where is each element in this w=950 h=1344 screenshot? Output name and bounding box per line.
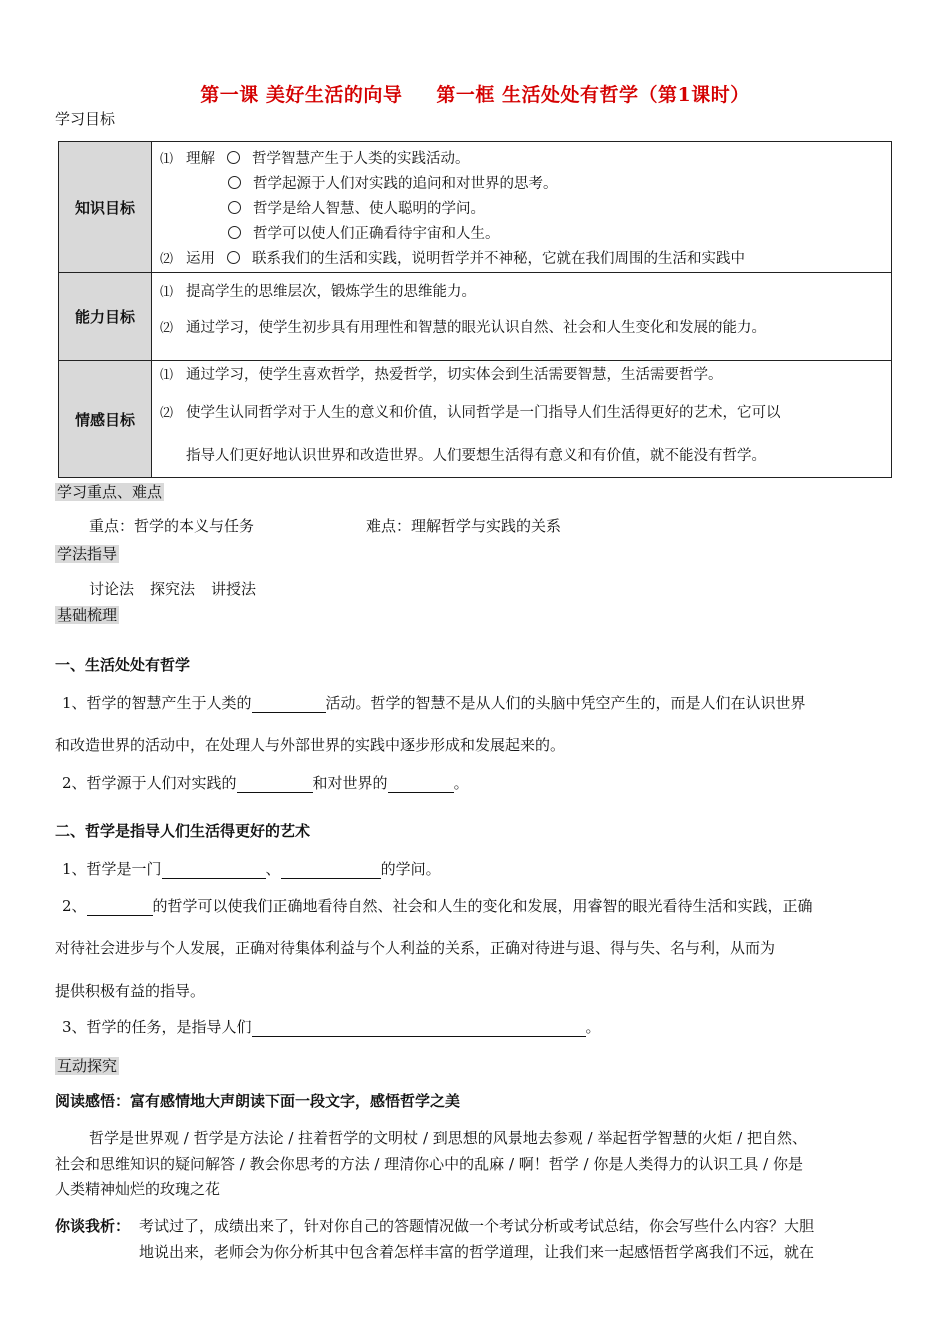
part2-item2-cont: 对待社会进步与个人发展，正确对待集体利益与个人利益的关系，正确对待进与退、得与失、名与利，从而为 bbox=[55, 939, 776, 957]
part2-item3: 3、哲学的任务，是指导人们 。 bbox=[62, 1018, 601, 1036]
part1-item2: 2、哲学源于人们对实践的 和对世界的 。 bbox=[62, 774, 469, 792]
answer-blank[interactable] bbox=[252, 694, 326, 713]
reading-line: 社会和思维知识的疑问解答 / 教会你思考的方法 / 理清你心中的乱麻 / 啊！哲学 / 你是人类得力的认识工具 / 你是 bbox=[55, 1155, 803, 1173]
goals-table bbox=[58, 141, 892, 478]
section-goals: 学习目标 bbox=[55, 110, 116, 128]
page-title bbox=[0, 80, 950, 107]
part1-item1-cont: 和改造世界的活动中，在处理人与外部世界的实践中逐步形成和发展起来的。 bbox=[55, 736, 566, 754]
answer-blank[interactable] bbox=[237, 774, 313, 793]
emotion-goal-label: 情感目标 bbox=[59, 361, 152, 478]
circle-bullet-icon bbox=[228, 226, 241, 239]
answer-blank[interactable] bbox=[281, 860, 381, 879]
answer-blank[interactable] bbox=[252, 1018, 586, 1037]
emotion-goal-content bbox=[152, 361, 892, 478]
section-basic: 基础梳理 bbox=[57, 606, 118, 624]
part2-heading: 二、哲学是指导人们生活得更好的艺术 bbox=[55, 822, 311, 840]
answer-blank[interactable] bbox=[388, 774, 454, 793]
section-explore: 互动探究 bbox=[57, 1057, 118, 1075]
ability-line: ⑵ 通过学习，使学生初步具有用理性和智慧的眼光认识自然、社会和人生变化和发展的能力。 bbox=[160, 320, 766, 336]
knowledge-line: 哲学是给人智慧、使人聪明的学问。 bbox=[160, 197, 891, 222]
talk-line: 地说出来，老师会为你分析其中包含着怎样丰富的哲学道理，让我们来一起感悟哲学离我们不远，就在 bbox=[139, 1243, 815, 1261]
part2-item1: 1、哲学是一门 、 的学问。 bbox=[62, 860, 441, 878]
ability-line: ⑴ 提高学生的思维层次，锻炼学生的思维能力。 bbox=[160, 284, 476, 300]
section-method: 学法指导 bbox=[57, 545, 118, 563]
talk-line: 考试过了，成绩出来了，针对你自己的答题情况做一个考试分析或考试总结，你会写些什么内容？大胆 bbox=[139, 1217, 815, 1235]
section-key-difficult: 学习重点、难点 bbox=[57, 483, 163, 501]
knowledge-line: 哲学可以使人们正确看待宇宙和人生。 bbox=[160, 222, 891, 247]
knowledge-goal-content bbox=[152, 142, 892, 273]
key-point: 重点：哲学的本义与任务 bbox=[89, 517, 255, 535]
method-item: 讨论法 bbox=[89, 580, 135, 598]
part2-item2: 2、 的哲学可以使我们正确地看待自然、社会和人生的变化和发展，用睿智的眼光看待生活和实践，正确 bbox=[62, 897, 813, 915]
talk-label: 你谈我析： bbox=[55, 1217, 131, 1235]
title-lesson: 第一课 美好生活的向导 bbox=[200, 84, 403, 106]
part1-item1: 1、哲学的智慧产生于人类的 活动。哲学的智慧不是从人们的头脑中凭空产生的，而是人们在认识世界 bbox=[62, 694, 806, 712]
difficult-point: 难点：理解哲学与实践的关系 bbox=[366, 517, 562, 535]
reading-line: 哲学是世界观 / 哲学是方法论 / 拄着哲学的文明杖 / 到思想的风景地去参观 / 举起哲学智慧的火炬 / 把自然、 bbox=[89, 1129, 807, 1147]
knowledge-line: ⑴ 理解 哲学智慧产生于人类的实践活动。 bbox=[160, 151, 470, 167]
knowledge-line: 哲学起源于人们对实践的追问和对世界的思考。 bbox=[160, 172, 891, 197]
emotion-line: ⑵ 使学生认同哲学对于人生的意义和价值，认同哲学是一门指导人们生活得更好的艺术，它可以 bbox=[160, 405, 781, 421]
knowledge-goal-label: 知识目标 bbox=[59, 142, 152, 273]
circle-bullet-icon bbox=[227, 151, 240, 164]
answer-blank[interactable] bbox=[162, 860, 266, 879]
part2-item2-cont2: 提供积极有益的指导。 bbox=[55, 982, 206, 1000]
part1-heading: 一、生活处处有哲学 bbox=[55, 656, 191, 674]
emotion-line: 指导人们更好地认识世界和改造世界。人们要想生活得有意义和有价值，就不能没有哲学。 bbox=[186, 448, 766, 464]
ability-goal-content bbox=[152, 273, 892, 361]
ability-goal-label: 能力目标 bbox=[59, 273, 152, 361]
knowledge-line: ⑵ 运用 联系我们的生活和实践，说明哲学并不神秘，它就在我们周围的生活和实践中 bbox=[160, 251, 745, 267]
title-section: 第一框 生活处处有哲学（第1课时） bbox=[436, 84, 750, 106]
methods-list bbox=[89, 578, 256, 599]
circle-bullet-icon bbox=[228, 201, 241, 214]
emotion-line: ⑴ 通过学习，使学生喜欢哲学，热爱哲学，切实体会到生活需要智慧，生活需要哲学。 bbox=[160, 367, 723, 383]
circle-bullet-icon bbox=[227, 251, 240, 264]
reading-line: 人类精神灿烂的玫瑰之花 bbox=[55, 1180, 221, 1198]
reading-heading: 阅读感悟：富有感情地大声朗读下面一段文字，感悟哲学之美 bbox=[55, 1092, 461, 1110]
method-item: 探究法 bbox=[150, 580, 196, 598]
method-item: 讲授法 bbox=[211, 580, 257, 598]
answer-blank[interactable] bbox=[87, 897, 153, 916]
circle-bullet-icon bbox=[228, 176, 241, 189]
